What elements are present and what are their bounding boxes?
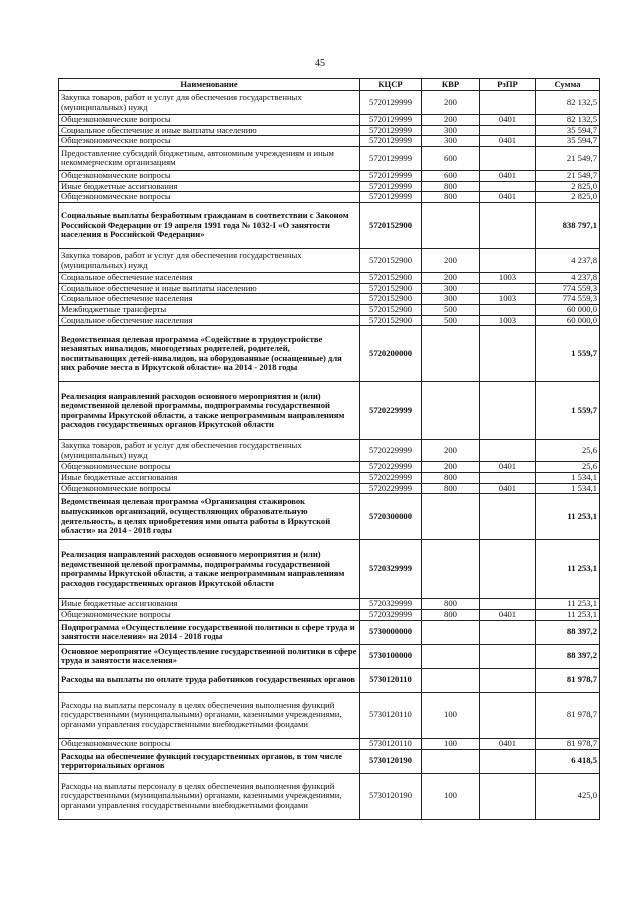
- table-row: [59, 203, 600, 249]
- row-rzpr: [480, 283, 536, 294]
- row-kvr: 300: [422, 294, 480, 305]
- row-name: Основное мероприятие «Осуществление государственной политики в сфере труда и занятости населения»: [59, 644, 360, 668]
- table-row: [59, 599, 600, 610]
- row-kcsr: 5730120110: [360, 738, 422, 749]
- row-kvr: 600: [422, 170, 480, 181]
- row-sum: 4 237,8: [536, 273, 600, 284]
- row-rzpr: [480, 692, 536, 738]
- row-name: Общеэкономические вопросы: [59, 192, 360, 203]
- row-name: Общеэкономические вопросы: [59, 115, 360, 126]
- table-row: [59, 326, 600, 382]
- row-sum: 1 534,1: [536, 472, 600, 483]
- table-row: [59, 738, 600, 749]
- row-kvr: 800: [422, 609, 480, 620]
- row-rzpr: [480, 203, 536, 249]
- row-rzpr: [480, 382, 536, 440]
- table-row: [59, 170, 600, 181]
- row-sum: 2 825,0: [536, 192, 600, 203]
- row-kvr: [422, 382, 480, 440]
- header-kcsr: КЦСР: [360, 79, 422, 91]
- row-kcsr: 5720129999: [360, 125, 422, 136]
- row-kvr: 500: [422, 305, 480, 316]
- row-name: Общеэкономические вопросы: [59, 738, 360, 749]
- row-kcsr: 5720229999: [360, 440, 422, 462]
- row-rzpr: [480, 146, 536, 170]
- row-rzpr: [480, 540, 536, 599]
- row-rzpr: [480, 668, 536, 692]
- row-kcsr: 5720152900: [360, 203, 422, 249]
- page-number: 45: [315, 58, 325, 69]
- row-kvr: 200: [422, 462, 480, 473]
- row-sum: 11 253,1: [536, 540, 600, 599]
- row-kcsr: 5730120190: [360, 773, 422, 819]
- row-sum: 35 594,7: [536, 125, 600, 136]
- header-kvr: КВР: [422, 79, 480, 91]
- row-kcsr: 5720129999: [360, 181, 422, 192]
- table-row: [59, 315, 600, 326]
- row-kvr: 200: [422, 115, 480, 126]
- row-sum: 6 418,5: [536, 749, 600, 773]
- row-rzpr: [480, 773, 536, 819]
- row-name: Реализация направлений расходов основного мероприятия и (или) ведомственной целевой программы, подпрограммы государственной программы Иркутской области, а также непрограммным направлениям расходов государственных органов Иркутской области: [59, 382, 360, 440]
- row-sum: 35 594,7: [536, 136, 600, 147]
- row-name: Общеэкономические вопросы: [59, 609, 360, 620]
- row-name: Социальное обеспечение населения: [59, 315, 360, 326]
- table-row: [59, 472, 600, 483]
- table-row: [59, 181, 600, 192]
- row-name: Общеэкономические вопросы: [59, 483, 360, 494]
- row-kcsr: 5720329999: [360, 599, 422, 610]
- row-rzpr: [480, 749, 536, 773]
- row-sum: 21 549,7: [536, 146, 600, 170]
- row-sum: 81 978,7: [536, 738, 600, 749]
- row-sum: 88 397,2: [536, 644, 600, 668]
- row-rzpr: [480, 305, 536, 316]
- table-row: [59, 146, 600, 170]
- row-name: Общеэкономические вопросы: [59, 136, 360, 147]
- row-name: Межбюджетные трансферты: [59, 305, 360, 316]
- table-row: [59, 249, 600, 273]
- row-kvr: 800: [422, 181, 480, 192]
- row-name: Расходы на обеспечение функций государственных органов, в том числе территориальных органов: [59, 749, 360, 773]
- row-kvr: 200: [422, 249, 480, 273]
- row-name: Общеэкономические вопросы: [59, 170, 360, 181]
- row-kcsr: 5720129999: [360, 115, 422, 126]
- table-row: [59, 644, 600, 668]
- row-kvr: 100: [422, 738, 480, 749]
- row-sum: 774 559,3: [536, 283, 600, 294]
- row-kvr: [422, 494, 480, 540]
- row-sum: 60 000,0: [536, 305, 600, 316]
- row-kvr: [422, 326, 480, 382]
- row-name: Расходы на выплаты персоналу в целях обеспечения выполнения функций государственными (муниципальными) органами, казенными учреждениями, органами управления государственными внебюджетными фондами: [59, 773, 360, 819]
- row-rzpr: [480, 249, 536, 273]
- row-sum: 425,0: [536, 773, 600, 819]
- row-sum: 1 534,1: [536, 483, 600, 494]
- row-kvr: 600: [422, 146, 480, 170]
- row-kcsr: 5720152900: [360, 305, 422, 316]
- row-sum: 25,6: [536, 440, 600, 462]
- row-kcsr: 5730100000: [360, 644, 422, 668]
- row-kvr: 500: [422, 315, 480, 326]
- row-rzpr: 0401: [480, 115, 536, 126]
- row-rzpr: [480, 644, 536, 668]
- table-body: [59, 91, 600, 820]
- row-name: Ведомственная целевая программа «Содействие в трудоустройстве незанятых инвалидов, многодетных родителей, родителей, воспитывающих детей-инвалидов, на оборудованные (оснащенные) для них рабочие места в Иркутской области» на 2014 - 2018 годы: [59, 326, 360, 382]
- row-sum: 60 000,0: [536, 315, 600, 326]
- row-kvr: [422, 203, 480, 249]
- row-sum: 11 253,1: [536, 599, 600, 610]
- row-rzpr: 0401: [480, 192, 536, 203]
- row-kvr: [422, 540, 480, 599]
- row-kcsr: 5730000000: [360, 620, 422, 644]
- row-kcsr: 5730120110: [360, 668, 422, 692]
- table-row: [59, 283, 600, 294]
- row-name: Расходы на выплаты по оплате труда работников государственных органов: [59, 668, 360, 692]
- row-kcsr: 5720229999: [360, 382, 422, 440]
- table-row: [59, 773, 600, 819]
- row-sum: 838 797,1: [536, 203, 600, 249]
- row-kcsr: 5720129999: [360, 146, 422, 170]
- row-sum: 81 978,7: [536, 692, 600, 738]
- row-kvr: 200: [422, 440, 480, 462]
- row-rzpr: [480, 125, 536, 136]
- row-kcsr: 5720329999: [360, 540, 422, 599]
- row-rzpr: [480, 620, 536, 644]
- row-kvr: 200: [422, 273, 480, 284]
- row-rzpr: 0401: [480, 170, 536, 181]
- row-kcsr: 5720329999: [360, 609, 422, 620]
- row-name: Социальное обеспечение и иные выплаты населению: [59, 125, 360, 136]
- row-name: Закупка товаров, работ и услуг для обеспечения государственных (муниципальных) нужд: [59, 249, 360, 273]
- table-row: [59, 540, 600, 599]
- row-kvr: 100: [422, 773, 480, 819]
- row-sum: 25,6: [536, 462, 600, 473]
- row-kvr: 100: [422, 692, 480, 738]
- row-kvr: [422, 668, 480, 692]
- row-sum: 1 559,7: [536, 382, 600, 440]
- row-sum: 2 825,0: [536, 181, 600, 192]
- row-name: Закупка товаров, работ и услуг для обеспечения государственных (муниципальных) нужд: [59, 91, 360, 115]
- row-rzpr: 0401: [480, 136, 536, 147]
- row-sum: 4 237,8: [536, 249, 600, 273]
- table-row: [59, 749, 600, 773]
- row-kvr: 300: [422, 125, 480, 136]
- table-row: [59, 494, 600, 540]
- row-name: Реализация направлений расходов основного мероприятия и (или) ведомственной целевой программы, подпрограммы государственной программы Иркутской области, а также непрограммным направлениям расходов государственных органов Иркутской области: [59, 540, 360, 599]
- row-name: Общеэкономические вопросы: [59, 462, 360, 473]
- row-rzpr: 1003: [480, 273, 536, 284]
- budget-table: [58, 78, 600, 820]
- table-row: [59, 115, 600, 126]
- table-row: [59, 273, 600, 284]
- row-name: Социальное обеспечение и иные выплаты населению: [59, 283, 360, 294]
- row-kvr: 800: [422, 483, 480, 494]
- header-name: Наименование: [59, 79, 360, 91]
- row-rzpr: 1003: [480, 315, 536, 326]
- row-kcsr: 5720229999: [360, 462, 422, 473]
- header-rzpr: РзПР: [480, 79, 536, 91]
- row-kcsr: 5720229999: [360, 472, 422, 483]
- row-name: Ведомственная целевая программа «Организация стажировок выпускников организаций, осуществляющих образовательную деятельность, в целях приобретения ими опыта работы в Иркутской области» на 2014 - 2018 годы: [59, 494, 360, 540]
- row-name: Социальное обеспечение населения: [59, 273, 360, 284]
- row-name: Иные бюджетные ассигнования: [59, 181, 360, 192]
- row-rzpr: [480, 326, 536, 382]
- row-kcsr: 5720129999: [360, 136, 422, 147]
- row-name: Иные бюджетные ассигнования: [59, 472, 360, 483]
- row-kcsr: 5720152900: [360, 315, 422, 326]
- row-sum: 81 978,7: [536, 668, 600, 692]
- table-row: [59, 692, 600, 738]
- row-sum: 1 559,7: [536, 326, 600, 382]
- row-sum: 82 132,5: [536, 115, 600, 126]
- row-rzpr: [480, 181, 536, 192]
- row-kvr: 800: [422, 599, 480, 610]
- table-row: [59, 440, 600, 462]
- row-kvr: [422, 749, 480, 773]
- row-rzpr: [480, 494, 536, 540]
- row-kcsr: 5720129999: [360, 192, 422, 203]
- row-kcsr: 5720200000: [360, 326, 422, 382]
- row-name: Закупка товаров, работ и услуг для обеспечения государственных (муниципальных) нужд: [59, 440, 360, 462]
- row-kvr: 300: [422, 136, 480, 147]
- row-kvr: 800: [422, 472, 480, 483]
- row-name: Подпрограмма «Осуществление государственной политики в сфере труда и занятости населения» на 2014 - 2018 годы: [59, 620, 360, 644]
- table-row: [59, 294, 600, 305]
- row-rzpr: 1003: [480, 294, 536, 305]
- row-sum: 11 253,1: [536, 494, 600, 540]
- table-row: [59, 125, 600, 136]
- row-kcsr: 5720229999: [360, 483, 422, 494]
- row-kcsr: 5720152900: [360, 273, 422, 284]
- table-row: [59, 620, 600, 644]
- table-row: [59, 192, 600, 203]
- table-row: [59, 462, 600, 473]
- row-rzpr: [480, 472, 536, 483]
- row-kvr: 800: [422, 192, 480, 203]
- row-kcsr: 5720152900: [360, 283, 422, 294]
- row-kcsr: 5720129999: [360, 170, 422, 181]
- row-kcsr: 5720129999: [360, 91, 422, 115]
- table-row: [59, 668, 600, 692]
- row-kvr: [422, 620, 480, 644]
- row-name: Социальные выплаты безработным гражданам в соответствии с Законом Российской Федерации от 19 апреля 1991 года № 1032-I «О занятости населения в Российской Федерации»: [59, 203, 360, 249]
- table-row: [59, 136, 600, 147]
- row-rzpr: 0401: [480, 462, 536, 473]
- row-rzpr: 0401: [480, 738, 536, 749]
- row-kvr: 200: [422, 91, 480, 115]
- table-row: [59, 305, 600, 316]
- row-kcsr: 5720300000: [360, 494, 422, 540]
- row-rzpr: [480, 599, 536, 610]
- row-rzpr: [480, 91, 536, 115]
- row-rzpr: [480, 440, 536, 462]
- row-rzpr: 0401: [480, 483, 536, 494]
- table-row: [59, 382, 600, 440]
- row-name: Иные бюджетные ассигнования: [59, 599, 360, 610]
- row-name: Предоставление субсидий бюджетным, автономным учреждениям и иным некоммерческим организациям: [59, 146, 360, 170]
- row-sum: 82 132,5: [536, 91, 600, 115]
- table-row: [59, 483, 600, 494]
- header-sum: Сумма: [536, 79, 600, 91]
- table-row: [59, 609, 600, 620]
- row-rzpr: 0401: [480, 609, 536, 620]
- row-kcsr: 5720152900: [360, 294, 422, 305]
- row-kcsr: 5730120110: [360, 692, 422, 738]
- row-name: Социальное обеспечение населения: [59, 294, 360, 305]
- row-sum: 774 559,3: [536, 294, 600, 305]
- row-kvr: [422, 644, 480, 668]
- row-name: Расходы на выплаты персоналу в целях обеспечения выполнения функций государственными (муниципальными) органами, казенными учреждениями, органами управления государственными внебюджетными фондами: [59, 692, 360, 738]
- row-kcsr: 5730120190: [360, 749, 422, 773]
- table-header-row: [59, 79, 600, 91]
- row-sum: 11 253,1: [536, 609, 600, 620]
- row-kcsr: 5720152900: [360, 249, 422, 273]
- row-kvr: 300: [422, 283, 480, 294]
- table-row: [59, 91, 600, 115]
- row-sum: 21 549,7: [536, 170, 600, 181]
- row-sum: 88 397,2: [536, 620, 600, 644]
